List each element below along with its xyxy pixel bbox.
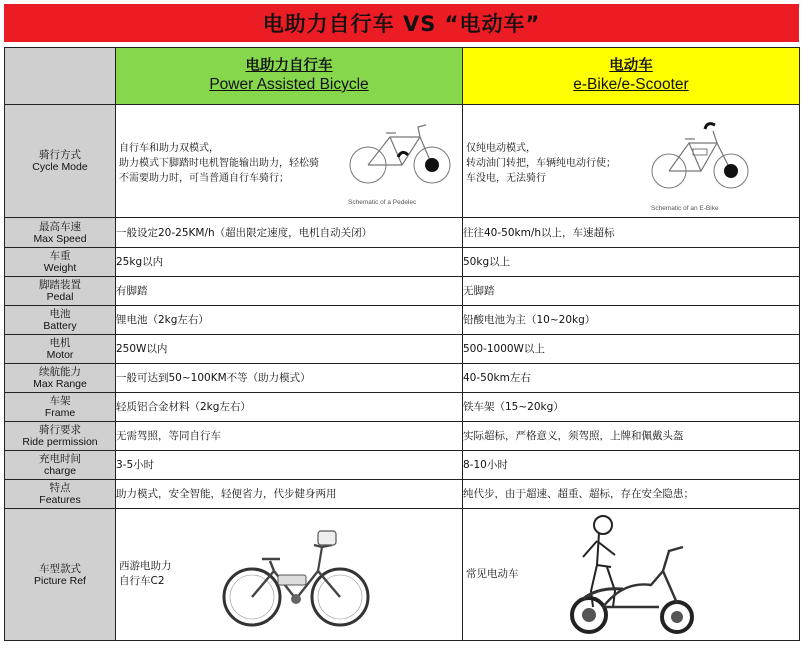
pedelec-caption: Schematic of a Pedelec [348, 199, 417, 206]
row-label: 电机 Motor [5, 335, 116, 364]
bicycle-value-cell: 有脚踏 [116, 277, 463, 306]
ebike-value-cell: 往往40-50km/h以上，车速超标 [463, 218, 800, 248]
header-e-bike [463, 48, 800, 105]
row-label: 车架 Frame [5, 393, 116, 422]
bicycle-value-cell: 3-5小时 [116, 451, 463, 480]
row-label: 特点 Features [5, 480, 116, 509]
bicycle-value-cell: 250W以内 [116, 335, 463, 364]
e-scooter-image [563, 511, 703, 637]
row-label: 骑行要求 Ride permission [5, 422, 116, 451]
header-a-english: Power Assisted Bicycle [209, 76, 369, 93]
ebike-value-cell: 40-50km左右 [463, 364, 800, 393]
spec-row [5, 422, 800, 451]
row-label: 骑行方式 Cycle Mode [5, 105, 116, 218]
spec-row [5, 451, 800, 480]
row-label: 脚踏装置 Pedal [5, 277, 116, 306]
bicycle-value-cell: 一般可达到50~100KM不等（助力模式） [116, 364, 463, 393]
row-label: 最高车速 Max Speed [5, 218, 116, 248]
ebike-schematic-image [645, 119, 755, 195]
picture-ebike-text: 常见电动车 [466, 568, 519, 580]
picture-bicycle-text: 西游电助力 自行车C2 [119, 560, 172, 587]
header-b-chinese: 电动车 [609, 58, 653, 74]
spec-row [5, 248, 800, 277]
corner-cell [5, 48, 116, 105]
ebike-value-cell: 实际超标，严格意义，须驾照，上牌和佩戴头盔 [463, 422, 800, 451]
row-label: 电池 Battery [5, 306, 116, 335]
spec-row [5, 218, 800, 248]
bicycle-value-cell: 无需驾照，等同自行车 [116, 422, 463, 451]
ebike-value-cell: 无脚踏 [463, 277, 800, 306]
ebike-caption: Schematic of an E-Bike [651, 205, 719, 212]
row-cycle-mode [5, 105, 800, 218]
header-b-english: e-Bike/e-Scooter [573, 76, 689, 93]
picture-ebike-cell [463, 509, 800, 641]
spec-row [5, 393, 800, 422]
ebike-value-cell: 铁车架（15~20kg） [463, 393, 800, 422]
bicycle-value-cell: 锂电池（2kg左右） [116, 306, 463, 335]
picture-bicycle-cell [116, 509, 463, 641]
cycle-mode-bicycle-text: 自行车和助力双模式， 助力模式下脚踏时电机智能输出助力，轻松骑 不需要助力时，可当普通自行车骑行； [119, 143, 319, 184]
row-label: 续航能力 Max Range [5, 364, 116, 393]
ebike-value-cell: 纯代步，由于超速、超重、超标，存在安全隐患； [463, 480, 800, 509]
row-picture-ref [5, 509, 800, 641]
spec-row [5, 480, 800, 509]
bicycle-c2-image [218, 523, 378, 631]
cycle-mode-ebike-cell [463, 105, 800, 218]
ebike-value-cell: 50kg以上 [463, 248, 800, 277]
header-a-chinese: 电助力自行车 [245, 58, 333, 74]
ebike-value-cell: 500-1000W以上 [463, 335, 800, 364]
spec-row [5, 335, 800, 364]
cycle-mode-ebike-text: 仅纯电动模式， 转动油门转把，车辆纯电动行使； 车没电，无法骑行 [466, 143, 616, 184]
spec-row [5, 306, 800, 335]
bicycle-value-cell: 25kg以内 [116, 248, 463, 277]
ebike-value-cell: 铅酸电池为主（10~20kg） [463, 306, 800, 335]
spec-row [5, 364, 800, 393]
row-label: 车重 Weight [5, 248, 116, 277]
ebike-value-cell: 8-10小时 [463, 451, 800, 480]
row-label: 充电时间 charge [5, 451, 116, 480]
row-label: 车型款式 Picture Ref [5, 509, 116, 641]
bicycle-value-cell: 轻质铝合金材料（2kg左右） [116, 393, 463, 422]
header-power-assisted-bicycle [116, 48, 463, 105]
comparison-table [4, 47, 800, 641]
bicycle-value-cell: 一般设定20-25KM/h（超出限定速度，电机自动关闭） [116, 218, 463, 248]
pedelec-schematic-image [346, 119, 456, 189]
cycle-mode-bicycle-cell [116, 105, 463, 218]
spec-row [5, 277, 800, 306]
header-row [5, 48, 800, 105]
bicycle-value-cell: 助力模式，安全智能，轻便省力，代步健身两用 [116, 480, 463, 509]
page-title: 电助力自行车 VS “电动车” [4, 4, 799, 42]
